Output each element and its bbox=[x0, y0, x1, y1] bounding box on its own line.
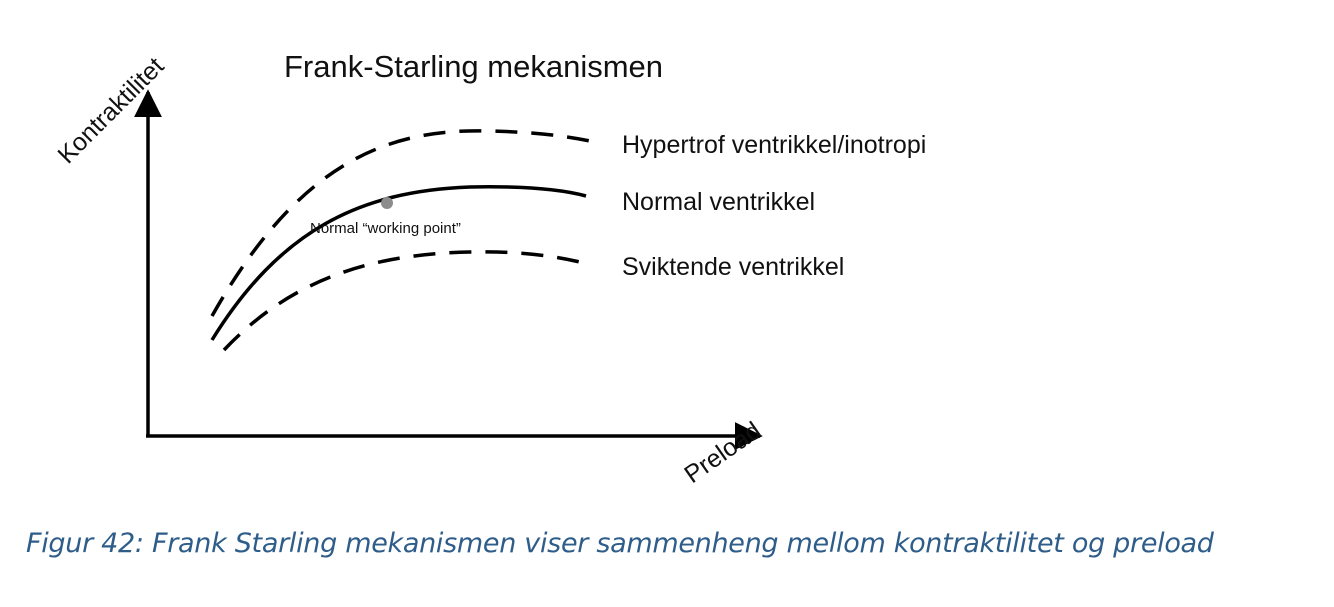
y-axis-label: Kontraktilitet bbox=[52, 52, 170, 170]
working-point-dot bbox=[381, 197, 393, 209]
curve-label-sviktende: Sviktende ventrikkel bbox=[622, 253, 845, 281]
diagram-canvas bbox=[38, 0, 1314, 500]
curve-normal bbox=[212, 187, 586, 340]
frank-starling-figure bbox=[38, 0, 1314, 500]
curve-label-normal: Normal ventrikkel bbox=[622, 188, 816, 216]
working-point-label: Normal “working point” bbox=[310, 220, 461, 237]
figure-caption: Figur 42: Frank Starling mekanismen viser sammenheng mellom kontraktilitet og preload bbox=[26, 528, 1214, 559]
x-axis-label: Preload bbox=[679, 416, 767, 489]
diagram-title: Frank-Starling mekanismen bbox=[284, 49, 664, 84]
curve-sviktende bbox=[224, 252, 584, 350]
curve-label-hypertrof: Hypertrof ventrikkel/inotropi bbox=[622, 131, 927, 159]
